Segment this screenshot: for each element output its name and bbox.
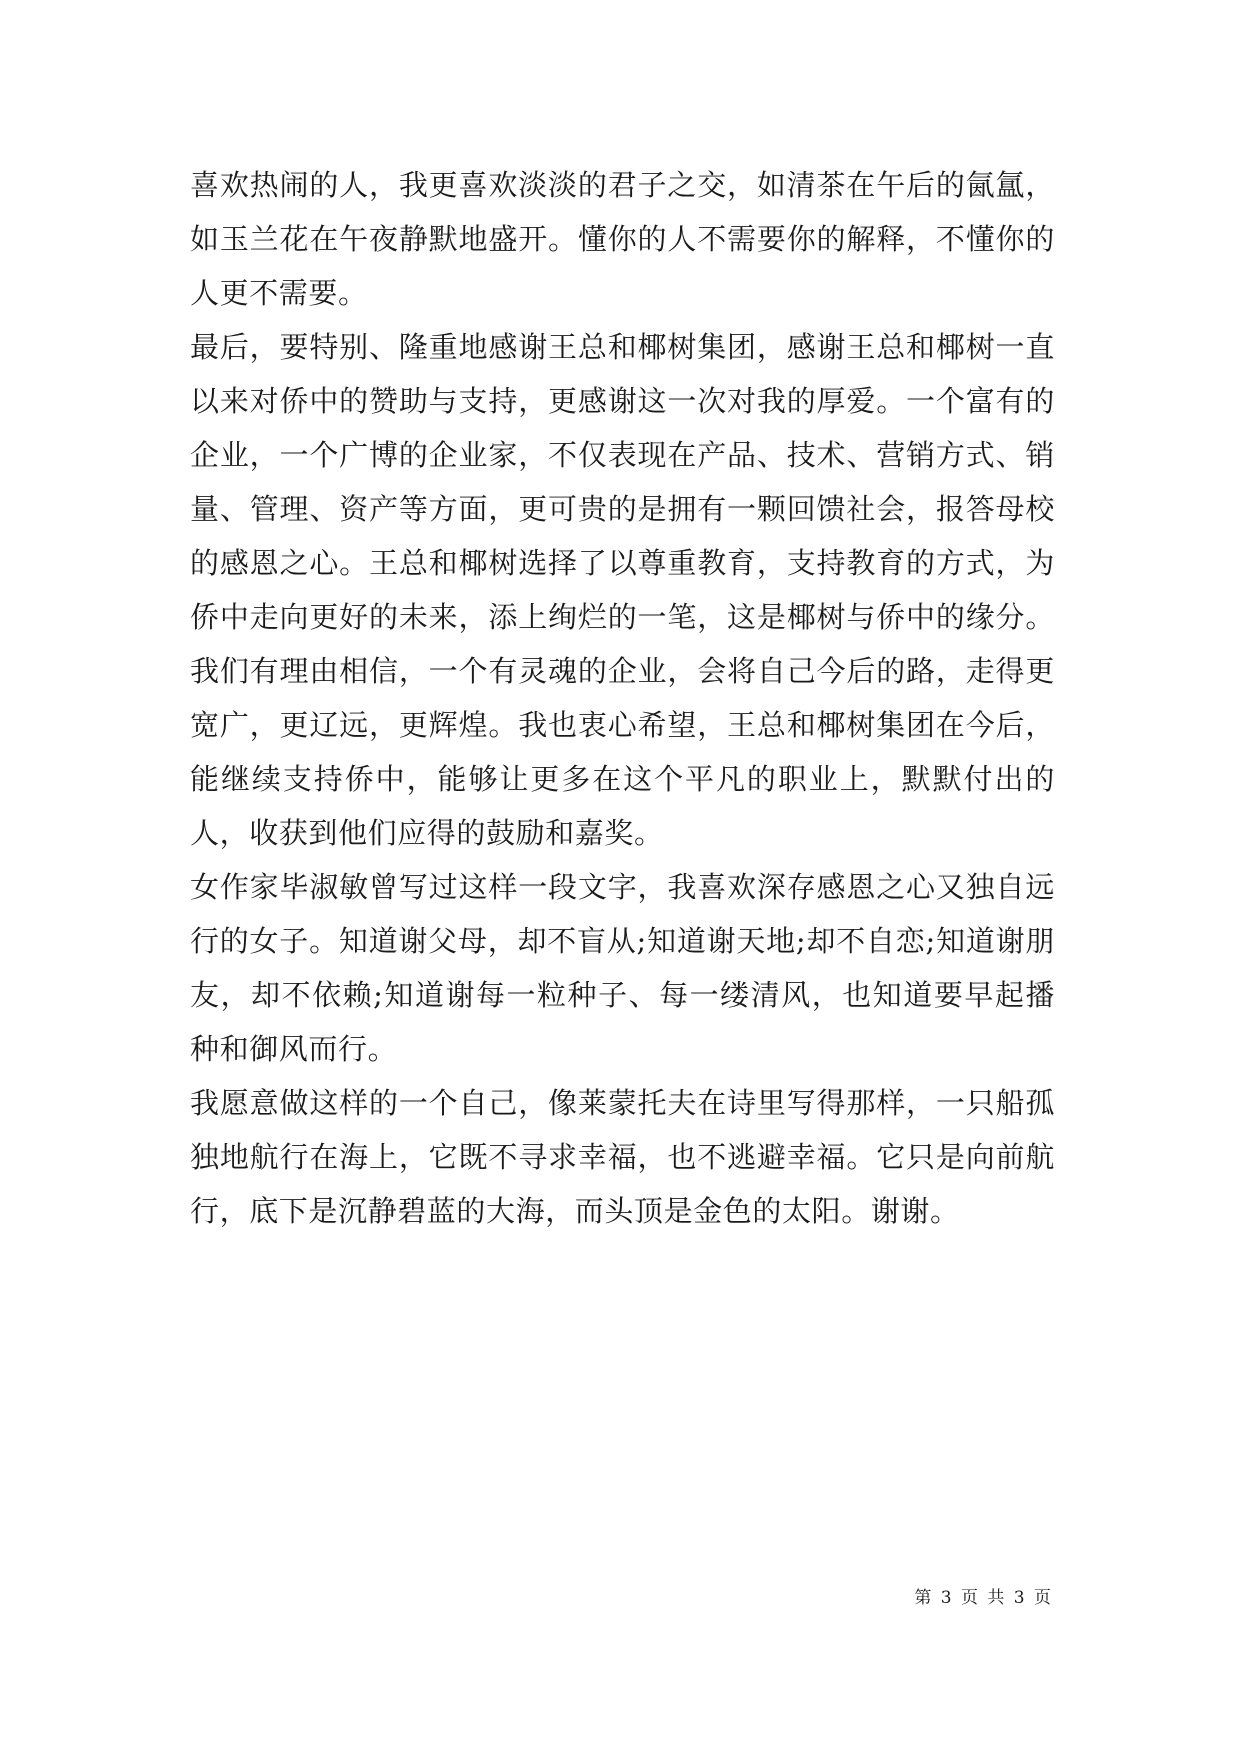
- document-body: [190, 158, 1055, 1238]
- paragraph-2: 最后，要特别、隆重地感谢王总和椰树集团，感谢王总和椰树一直以来对侨中的赞助与支持，更感谢这一次对我的厚爱。一个富有的企业，一个广博的企业家，不仅表现在产品、技术、营销方式、销量、管理、资产等方面，更可贵的是拥有一颗回馈社会，报答母校的感恩之心。王总和椰树选择了以尊重教育，支持教育的方式，为侨中走向更好的未来，添上绚烂的一笔，这是椰树与侨中的缘分。我们有理由相信，一个有灵魂的企业，会将自己今后的路，走得更宽广，更辽远，更辉煌。我也衷心希望，王总和椰树集团在今后，能继续支持侨中，能够让更多在这个平凡的职业上，默默付出的人，收获到他们应得的鼓励和嘉奖。: [190, 330, 1055, 850]
- page-number-footer: 第 3 页 共 3 页: [914, 1588, 1053, 1608]
- paragraph-1: 喜欢热闹的人，我更喜欢淡淡的君子之交，如清茶在午后的氤氲，如玉兰花在午夜静默地盛开。懂你的人不需要你的解释，不懂你的人更不需要。: [190, 168, 1055, 310]
- paragraph-4: 我愿意做这样的一个自己，像莱蒙托夫在诗里写得那样，一只船孤独地航行在海上，它既不寻求幸福，也不逃避幸福。它只是向前航行，底下是沉静碧蓝的大海，而头顶是金色的太阳。谢谢。: [190, 1086, 1055, 1228]
- paragraph-3: 女作家毕淑敏曾写过这样一段文字，我喜欢深存感恩之心又独自远行的女子。知道谢父母，却不盲从;知道谢天地;却不自恋;知道谢朋友，却不依赖;知道谢每一粒种子、每一缕清风，也知道要早起播种和御风而行。: [190, 870, 1055, 1066]
